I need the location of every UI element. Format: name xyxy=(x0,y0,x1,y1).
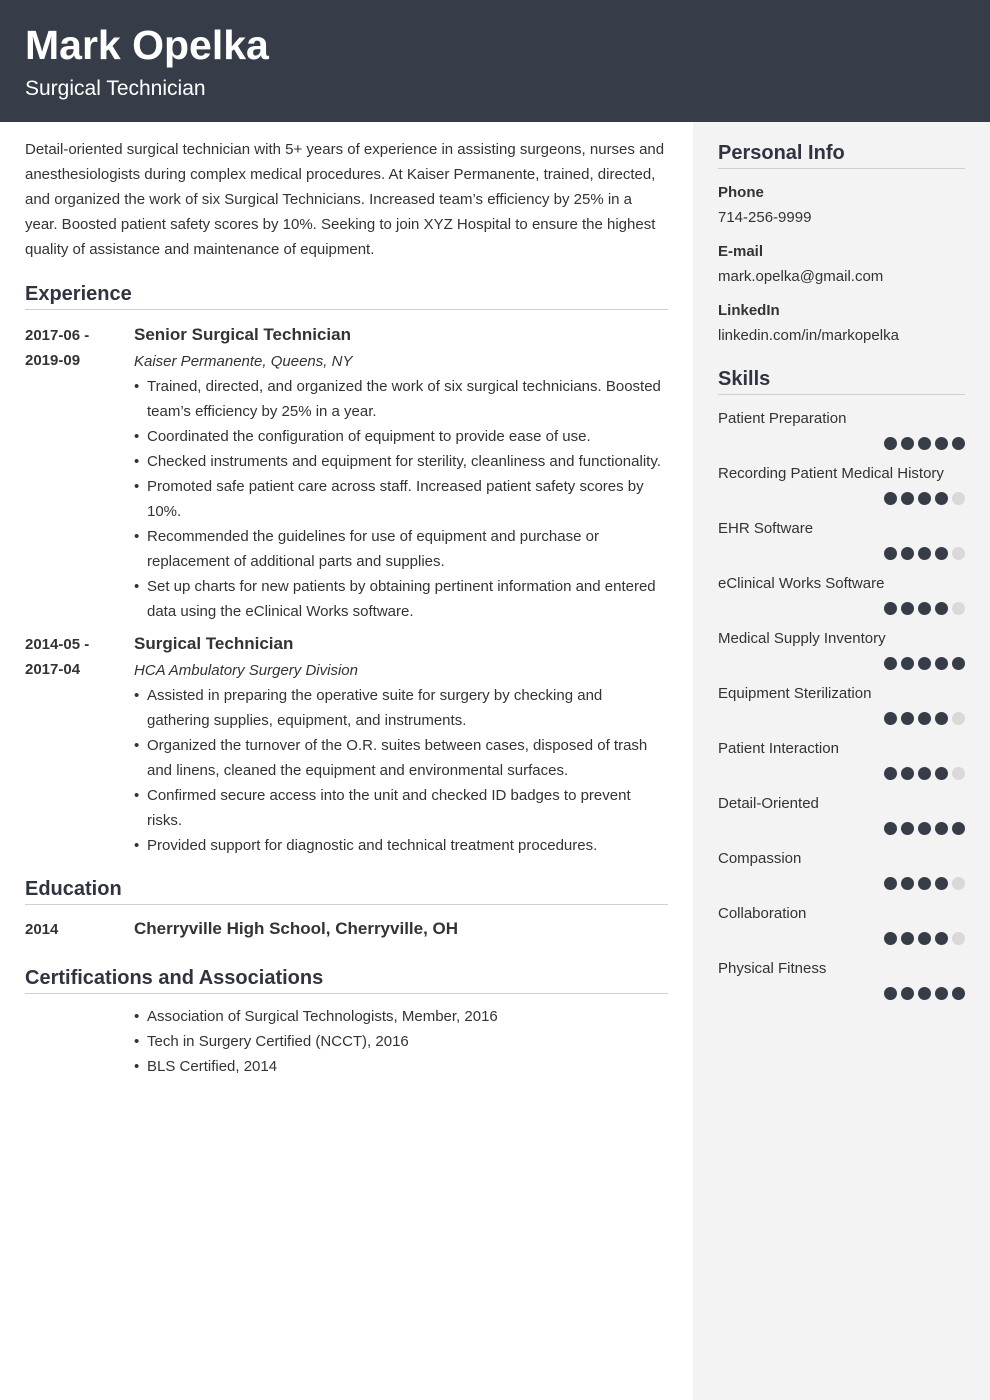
skill-rating xyxy=(718,987,965,1000)
skill-name: Medical Supply Inventory xyxy=(718,630,886,647)
rating-dot-empty xyxy=(952,767,965,780)
skill-item xyxy=(718,409,965,450)
job-bullet: • Promoted safe patient care across staff. Increased patient safety scores by 10%. xyxy=(134,474,668,524)
rating-dot-filled xyxy=(935,657,948,670)
rating-dot-filled xyxy=(901,437,914,450)
skill-item xyxy=(718,684,965,725)
job-bullet: • Trained, directed, and organized the work of six surgical technicians. Boosted team’s efficiency by 25% in a year. xyxy=(134,374,668,424)
candidate-name: Mark Opelka xyxy=(25,22,269,68)
job-title: Surgical Technician xyxy=(134,634,294,653)
rating-dot-filled xyxy=(918,657,931,670)
rating-dot-filled xyxy=(918,437,931,450)
skill-name: Equipment Sterilization xyxy=(718,685,872,702)
rating-dot-filled xyxy=(935,602,948,615)
candidate-title: Surgical Technician xyxy=(25,77,206,100)
rating-dot-filled xyxy=(918,767,931,780)
rating-dot-filled xyxy=(952,822,965,835)
skill-rating xyxy=(718,877,965,890)
skill-rating xyxy=(718,822,965,835)
rating-dot-filled xyxy=(901,767,914,780)
rating-dot-filled xyxy=(935,492,948,505)
skill-name: Physical Fitness xyxy=(718,960,827,977)
education-school: Cherryville High School, Cherryville, OH xyxy=(134,919,459,938)
personal-info-heading: Personal Info xyxy=(718,141,965,169)
skill-item xyxy=(718,849,965,890)
experience-heading: Experience xyxy=(25,282,668,310)
rating-dot-filled xyxy=(918,932,931,945)
rating-dot-filled xyxy=(952,657,965,670)
rating-dot-filled xyxy=(884,657,897,670)
job-date-end: 2019-09 xyxy=(25,352,81,369)
skill-item xyxy=(718,959,965,1000)
skill-rating xyxy=(718,767,965,780)
rating-dot-filled xyxy=(918,712,931,725)
rating-dot-filled xyxy=(935,987,948,1000)
certification-item: • Association of Surgical Technologists, Member, 2016 xyxy=(134,1004,668,1029)
phone-label: Phone xyxy=(718,184,764,201)
job-bullet: • Assisted in preparing the operative suite for surgery by checking and gathering supplies, equipment, and instruments. xyxy=(134,683,668,733)
rating-dot-filled xyxy=(901,602,914,615)
sidebar-content xyxy=(718,141,965,1000)
rating-dot-filled xyxy=(918,547,931,560)
rating-dot-empty xyxy=(952,602,965,615)
rating-dot-filled xyxy=(935,822,948,835)
skill-rating xyxy=(718,602,965,615)
rating-dot-filled xyxy=(884,767,897,780)
job-entry xyxy=(25,323,668,624)
job-bullet: • Set up charts for new patients by obtaining pertinent information and entered data using the eClinical Works software. xyxy=(134,574,668,624)
rating-dot-filled xyxy=(884,822,897,835)
education-section xyxy=(25,877,668,942)
rating-dot-filled xyxy=(935,767,948,780)
certification-item: • Tech in Surgery Certified (NCCT), 2016 xyxy=(134,1029,668,1054)
rating-dot-filled xyxy=(952,437,965,450)
skill-name: Detail-Oriented xyxy=(718,795,819,812)
skill-name: Recording Patient Medical History xyxy=(718,465,944,482)
skill-item xyxy=(718,519,965,560)
rating-dot-filled xyxy=(918,602,931,615)
skill-name: Patient Preparation xyxy=(718,410,847,427)
rating-dot-filled xyxy=(884,602,897,615)
main-column xyxy=(25,137,668,1079)
job-dates xyxy=(25,632,134,858)
job-details xyxy=(134,632,668,858)
rating-dot-filled xyxy=(884,877,897,890)
rating-dot-filled xyxy=(884,987,897,1000)
rating-dot-filled xyxy=(884,712,897,725)
rating-dot-filled xyxy=(901,932,914,945)
job-bullet: • Organized the turnover of the O.R. suites between cases, disposed of trash and linens, cleaned the equipment and environmental surfaces. xyxy=(134,733,668,783)
rating-dot-filled xyxy=(884,492,897,505)
linkedin-value: linkedin.com/in/markopelka xyxy=(718,327,899,344)
rating-dot-filled xyxy=(901,712,914,725)
job-bullet: • Confirmed secure access into the unit and checked ID badges to prevent risks. xyxy=(134,783,668,833)
skill-item xyxy=(718,574,965,615)
rating-dot-empty xyxy=(952,932,965,945)
job-details xyxy=(134,323,668,624)
certifications-list xyxy=(134,1004,668,1079)
rating-dot-filled xyxy=(884,932,897,945)
job-bullet: • Checked instruments and equipment for sterility, cleanliness and functionality. xyxy=(134,449,668,474)
rating-dot-empty xyxy=(952,712,965,725)
phone-value: 714-256-9999 xyxy=(718,209,812,226)
skill-item xyxy=(718,464,965,505)
skill-name: Collaboration xyxy=(718,905,807,922)
skill-rating xyxy=(718,712,965,725)
job-company: HCA Ambulatory Surgery Division xyxy=(134,662,358,679)
summary-text: Detail-oriented surgical technician with 5+ years of experience in assisting surgeons, nurses and anesthesiologists during complex medical procedures. At Kaiser Permanente, trained, directed, and organized the work of six Surgical Technicians. Increased team’s efficiency by 25% in a year. Boosted patient safety scores by 10%. Seeking to join XYZ Hospital to ensure the highest quality of assistance and maintenance of equipment. xyxy=(25,141,665,258)
skill-rating xyxy=(718,437,965,450)
experience-section xyxy=(25,282,668,858)
skill-item xyxy=(718,904,965,945)
job-bullet: • Coordinated the configuration of equipment to provide ease of use. xyxy=(134,424,668,449)
certification-item: • BLS Certified, 2014 xyxy=(134,1054,668,1079)
rating-dot-filled xyxy=(884,547,897,560)
skill-name: EHR Software xyxy=(718,520,814,537)
skill-item xyxy=(718,739,965,780)
rating-dot-filled xyxy=(918,877,931,890)
skill-name: Compassion xyxy=(718,850,802,867)
rating-dot-filled xyxy=(935,932,948,945)
rating-dot-empty xyxy=(952,547,965,560)
job-date-end: 2017-04 xyxy=(25,661,81,678)
rating-dot-filled xyxy=(935,712,948,725)
job-bullet: • Provided support for diagnostic and technical treatment procedures. xyxy=(134,833,668,858)
rating-dot-filled xyxy=(918,822,931,835)
job-date-start: 2017-06 - xyxy=(25,327,90,344)
skills-heading: Skills xyxy=(718,367,965,395)
email-value: mark.opelka@gmail.com xyxy=(718,268,884,285)
skills-list xyxy=(718,409,965,1000)
linkedin-label: LinkedIn xyxy=(718,302,780,319)
rating-dot-filled xyxy=(901,877,914,890)
rating-dot-filled xyxy=(918,492,931,505)
rating-dot-filled xyxy=(935,437,948,450)
job-dates xyxy=(25,323,134,624)
skill-name: Patient Interaction xyxy=(718,740,839,757)
rating-dot-filled xyxy=(935,877,948,890)
rating-dot-filled xyxy=(918,987,931,1000)
skill-item xyxy=(718,629,965,670)
rating-dot-filled xyxy=(952,987,965,1000)
rating-dot-filled xyxy=(901,822,914,835)
education-heading: Education xyxy=(25,877,668,905)
skill-rating xyxy=(718,492,965,505)
skill-item xyxy=(718,794,965,835)
rating-dot-filled xyxy=(935,547,948,560)
certifications-heading: Certifications and Associations xyxy=(25,966,668,994)
resume-header xyxy=(0,0,990,122)
email-label: E-mail xyxy=(718,243,764,260)
certifications-section xyxy=(25,966,668,1079)
rating-dot-filled xyxy=(901,987,914,1000)
rating-dot-filled xyxy=(901,657,914,670)
rating-dot-filled xyxy=(901,492,914,505)
rating-dot-empty xyxy=(952,492,965,505)
skill-rating xyxy=(718,657,965,670)
skill-name: eClinical Works Software xyxy=(718,575,885,592)
job-title: Senior Surgical Technician xyxy=(134,325,351,344)
job-bullets xyxy=(134,683,668,858)
job-entry xyxy=(25,632,668,858)
job-bullet: • Recommended the guidelines for use of equipment and purchase or replacement of additional parts and supplies. xyxy=(134,524,668,574)
rating-dot-filled xyxy=(884,437,897,450)
skill-rating xyxy=(718,932,965,945)
rating-dot-filled xyxy=(901,547,914,560)
education-entry xyxy=(25,918,668,942)
job-bullets xyxy=(134,374,668,624)
rating-dot-empty xyxy=(952,877,965,890)
job-date-start: 2014-05 - xyxy=(25,636,90,653)
education-year: 2014 xyxy=(25,921,59,938)
skill-rating xyxy=(718,547,965,560)
job-company: Kaiser Permanente, Queens, NY xyxy=(134,353,353,370)
